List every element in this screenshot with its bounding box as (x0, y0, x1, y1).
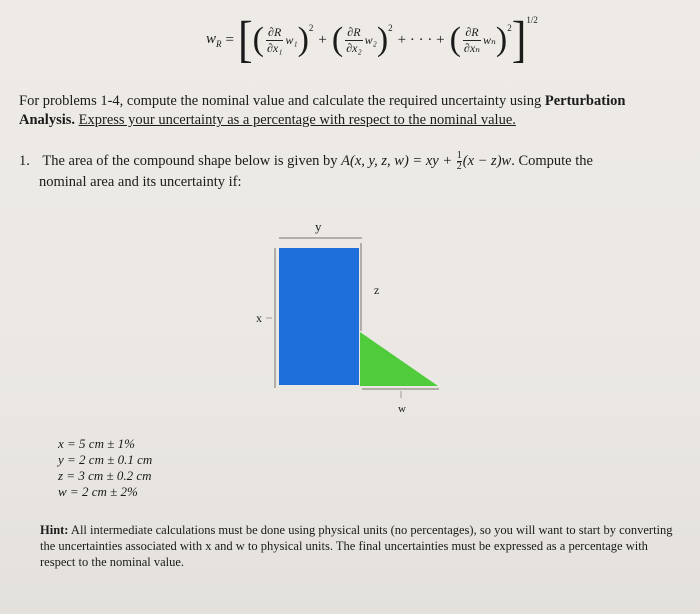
termn-fraction: $\frac{\partial R}{\text{∂xₙ}}$ (463, 24, 481, 55)
given-values (58, 436, 152, 500)
value-y: y = 2 cm ± 0.1 cm (58, 452, 153, 467)
problem-number: 1. (19, 153, 30, 169)
area-equation: A(x, y, z, w) = xy + (341, 153, 456, 169)
problem-1: 1. The area of the compound shape below is given by A(x, y, z, w) = xy + $\frac{1}{2}$ (x − z)w. Compute the nominal area and its uncertainty if: (19, 150, 593, 191)
value-w: w = 2 cm ± 2% (58, 484, 138, 499)
left-bracket: [ (237, 11, 253, 68)
underlined-instruction: Express your uncertainty as a percentage with respect to the nominal value. (78, 112, 516, 128)
green-triangle (360, 332, 438, 386)
intro-paragraph: For problems 1-4, compute the nominal value and calculate the required uncertainty using Perturbation Analysis. Express your uncertainty as a percentage with respect to the nominal value. (19, 93, 626, 128)
half-fraction: $\frac{1}{2}$ (456, 150, 462, 173)
label-z: z (374, 283, 380, 297)
label-x: x (256, 311, 262, 325)
label-y: y (315, 219, 322, 234)
right-bracket: ] (511, 11, 527, 68)
formula-lhs: $w_R$ (206, 31, 222, 49)
hint-paragraph: Hint: All intermediate calculations must be done using physical units (no percentages), so you will want to start by converting the uncertainties associated with x and w to physical units. The final uncertainties must be expressed as a percentage with respect to the nominal value. (40, 523, 673, 569)
term1-fraction: $\frac{\partial R}{\text{∂x₁}}$ (266, 24, 283, 55)
value-x: x = 5 cm ± 1% (58, 436, 135, 451)
term2-fraction: $\frac{\partial R}{\text{∂x₂}}$ (346, 24, 362, 55)
label-w: w (398, 403, 406, 415)
blue-rectangle (279, 248, 359, 385)
formula-equals: = (225, 31, 234, 48)
hint-label: Hint: (40, 523, 69, 537)
value-z: z = 3 cm ± 0.2 cm (58, 468, 152, 483)
uncertainty-formula: $w_R$ = [ ( $\frac{\partial R}{\text{∂x₁}}$ w₁ ) 2 + ( $\frac{\partial R}{\text{∂x₂}}$ w₂ ) 2 + · · · + ( $\frac{\partial R}{\text{∂xₙ}}$ wₙ ) 2 ] 1/2 (206, 11, 538, 68)
